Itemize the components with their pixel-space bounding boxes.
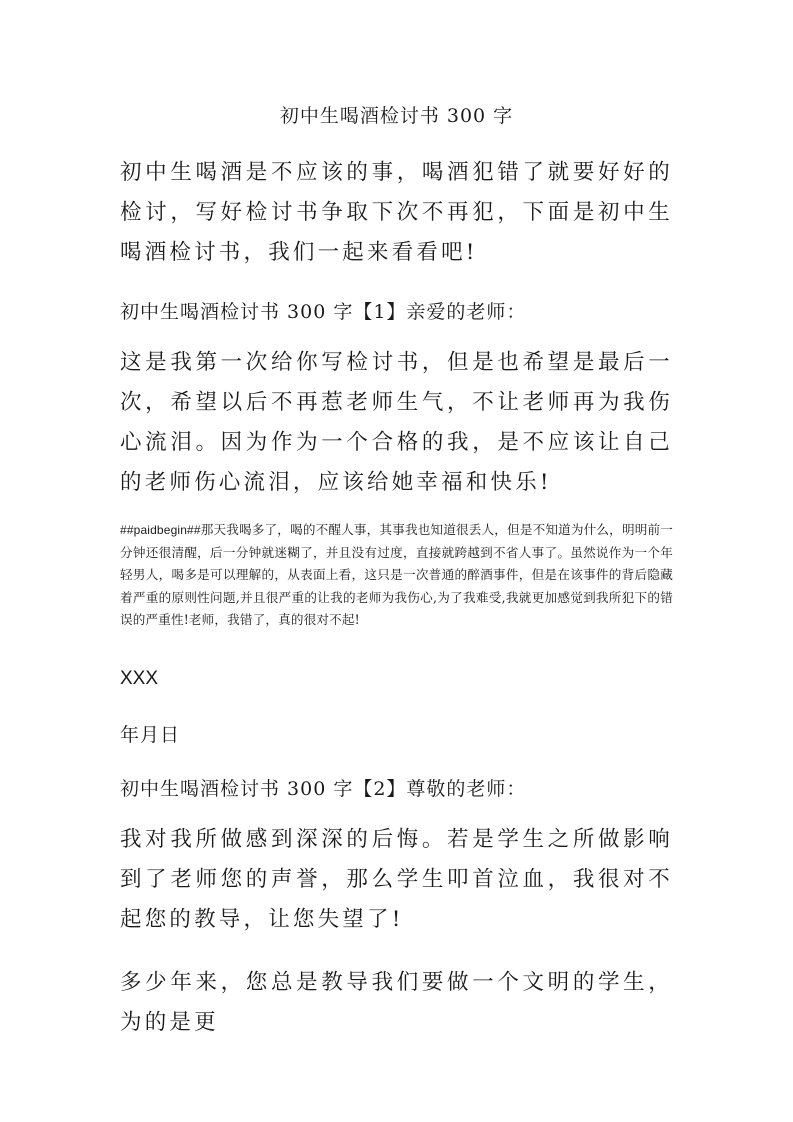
section2-paragraph-1: 我对我所做感到深深的后悔。若是学生之所做影响到了老师您的声誉，那么学生叩首泣血，我很对不起您的教导，让您失望了! — [120, 827, 673, 932]
document-title: 初中生喝酒检讨书 300 字 — [279, 105, 514, 127]
intro-paragraph: 初中生喝酒是不应该的事，喝酒犯错了就要好好的检讨，写好检讨书争取下次不再犯，下面是初中生喝酒检讨书，我们一起来看看吧! — [120, 160, 673, 265]
section1-paragraph-1: 这是我第一次给你写检讨书，但是也希望是最后一次，希望以后不再惹老师生气，不让老师再为我伤心流泪。因为作为一个合格的我，是不应该让自己的老师伤心流泪，应该给她幸福和快乐! — [120, 350, 673, 495]
signature-name: XXX — [120, 668, 159, 689]
paid-begin-marker: ##paidbegin## — [120, 523, 201, 537]
section2-heading: 初中生喝酒检讨书 300 字【2】尊敬的老师： — [120, 778, 527, 800]
section1-heading: 初中生喝酒检讨书 300 字【1】亲爱的老师： — [120, 301, 527, 323]
section1-paragraph-2-text: 那天我喝多了，喝的不醒人事，其事我也知道很丢人，但是不知道为什么，明明前一分钟还很清醒，后一分钟就迷糊了，并且没有过度，直接就跨越到不省人事了。虽然说作为一个年轻男人，喝多是可以理解的，从表面上看，这只是一次普通的醉酒事件，但是在该事件的背后隐藏着严重的原则性问题,并且很严重的让我的老师为我伤心,为了我难受,我就更加感觉到我所犯下的错误的严重性!老师，我错了，真的很对不起! — [120, 522, 673, 627]
date-line: 年月日 — [120, 724, 181, 746]
section2-paragraph-2: 多少年来，您总是教导我们要做一个文明的学生，为的是更 — [120, 970, 673, 1035]
section1-paragraph-2 — [120, 519, 673, 632]
